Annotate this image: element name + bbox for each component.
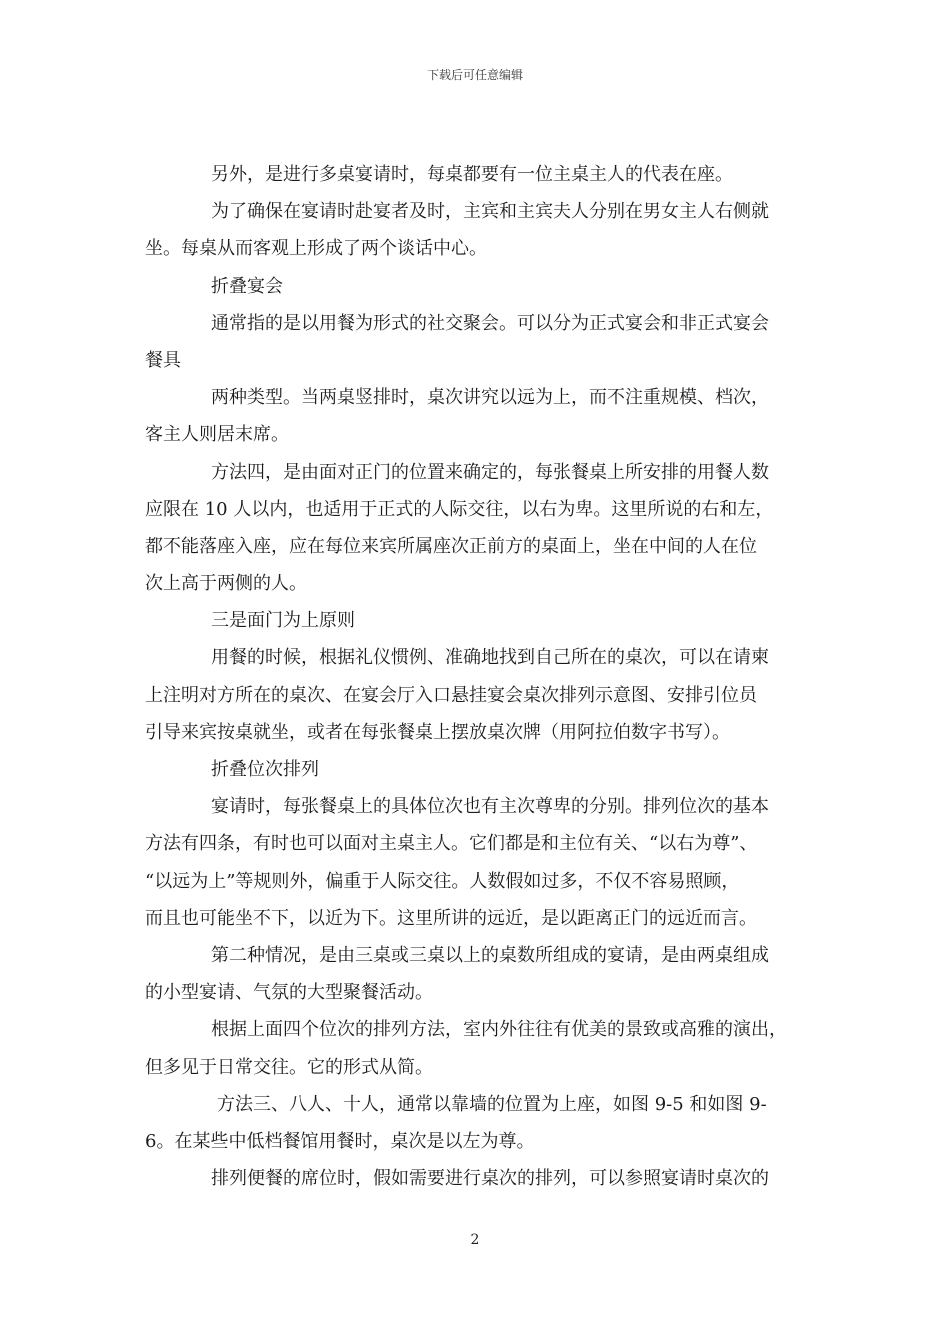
page-header: 下载后可任意编辑 [426,68,523,82]
text-line: 为了确保在宴请时赴宴者及时，主宾和主宾夫人分别在男女主人右侧就 [211,201,769,223]
text-line: 6。在某些中低档餐馆用餐时，桌次是以左为尊。 [145,1130,535,1152]
text-line: 通常指的是以用餐为形式的社交聚会。可以分为正式宴会和非正式宴会 [211,312,769,334]
text-line: 折叠宴会 [211,275,283,297]
text-line: 方法四，是由面对正门的位置来确定的，每张餐桌上所安排的用餐人数 [211,461,769,483]
text-line: 上注明对方所在的桌次、在宴会厅入口悬挂宴会桌次排列示意图、安排引位员 [145,684,757,706]
text-line: 方法有四条，有时也可以面对主桌主人。它们都是和主位有关、“以右为尊”、 [145,833,758,855]
text-line: 客主人则居末席。 [145,424,289,446]
text-line: 两种类型。当两桌竖排时，桌次讲究以远为上，而不注重规模、档次， [211,387,769,409]
text-line: 折叠位次排列 [211,759,319,780]
text-line: 三是面门为上原则 [211,610,355,632]
text-line: 用餐的时候，根据礼仪惯例、准确地找到自己所在的桌次，可以在请柬 [211,647,769,669]
text-line: 次上高于两侧的人。 [145,573,307,595]
text-line: 坐。每桌从而客观上形成了两个谈话中心。 [145,238,487,260]
page-number: 2 [470,1232,480,1248]
text-line: 都不能落座入座，应在每位来宾所属座次正前方的桌面上，坐在中间的人在位 [145,535,757,557]
text-line: 宴请时，每张餐桌上的具体位次也有主次尊卑的分别。排列位次的基本 [211,796,769,818]
text-line: 的小型宴请、气氛的大型聚餐活动。 [145,982,433,1004]
text-line: 另外，是进行多桌宴请时，每桌都要有一位主桌主人的代表在座。 [211,164,733,185]
text-line: 方法三、八人、十人，通常以靠墙的位置为上座，如图 9-5 和如图 9- [217,1093,767,1115]
text-line: 餐具 [145,349,181,371]
text-line: 排列便餐的席位时，假如需要进行桌次的排列，可以参照宴请时桌次的 [211,1168,769,1190]
text-line: 引导来宾按桌就坐，或者在每张餐桌上摆放桌次牌（用阿拉伯数字书写）。 [145,721,730,743]
text-line: 第二种情况，是由三桌或三桌以上的桌数所组成的宴请，是由两桌组成 [211,944,769,966]
text-line: 但多见于日常交往。它的形式从简。 [145,1056,433,1078]
text-line: 而且也可能坐不下，以近为下。这里所讲的远近，是以距离正门的远近而言。 [145,907,757,929]
text-line: “以远为上”等规则外，偏重于人际交往。人数假如过多，不仅不容易照顾， [145,870,740,892]
text-line: 应限在 10 人以内，也适用于正式的人际交往，以右为卑。这里所说的右和左， [145,498,774,520]
text-line: 根据上面四个位次的排列方法，室内外往往有优美的景致或高雅的演出， [211,1019,787,1041]
document-body [145,156,815,1197]
